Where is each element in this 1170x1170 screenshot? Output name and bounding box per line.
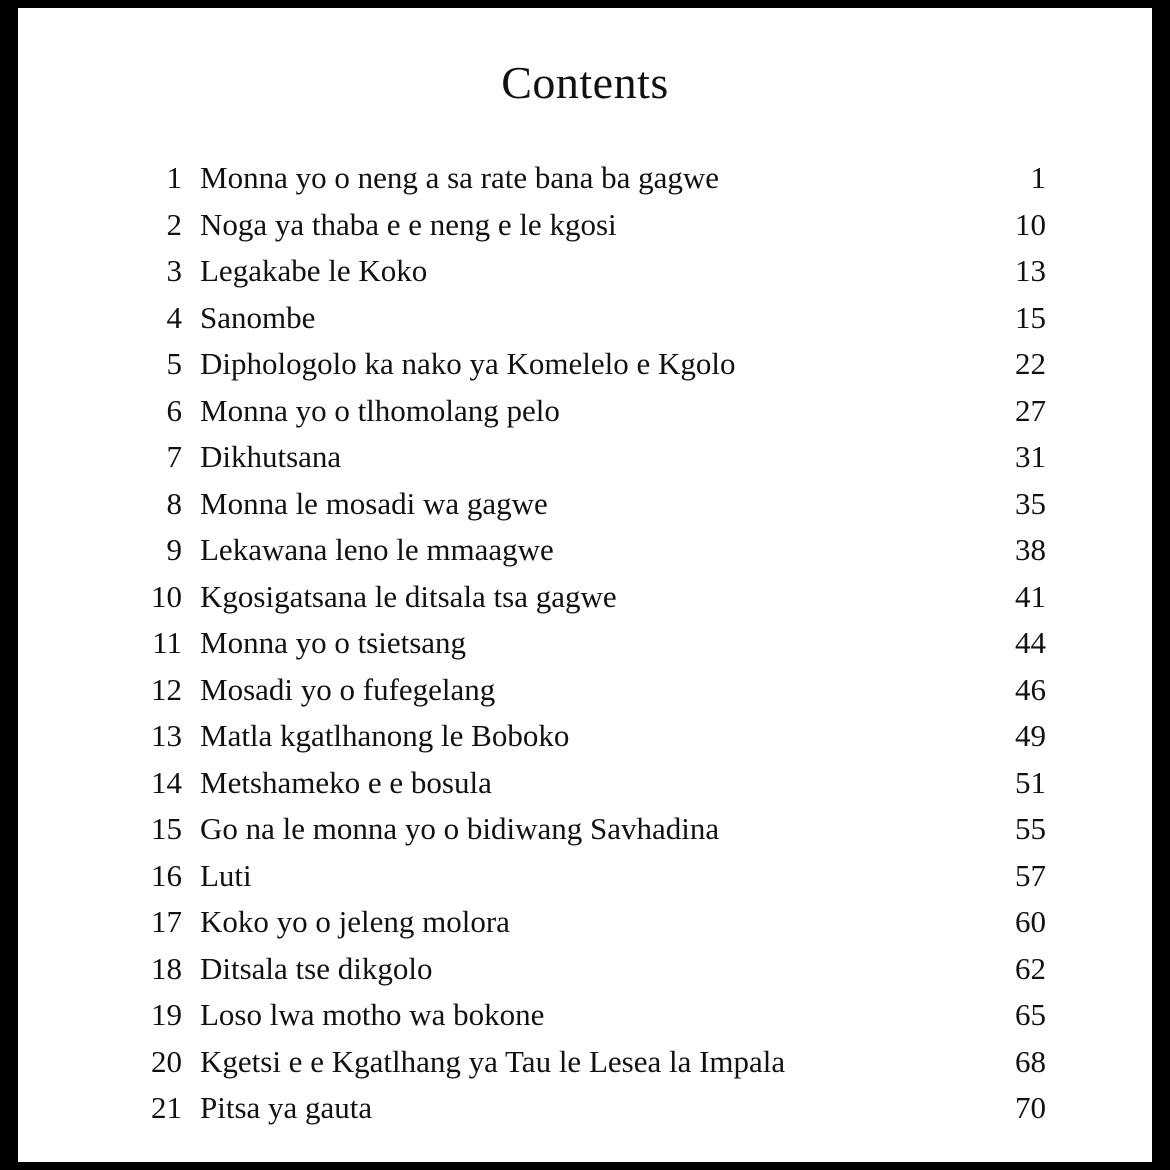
toc-entry-title: Legakabe le Koko (200, 253, 428, 288)
toc-entry[interactable] (126, 806, 1046, 853)
toc-entry-number: 20 (151, 1043, 182, 1079)
toc-entry[interactable] (126, 1039, 1046, 1086)
toc-entry-number: 5 (166, 346, 182, 381)
toc-entry-page: 13 (1015, 253, 1046, 288)
toc-entry-page: 38 (1015, 532, 1046, 567)
toc-entry[interactable] (126, 574, 1046, 621)
toc-entry-title: Go na le monna yo o bidiwang Savhadina (200, 811, 720, 846)
toc-entry-number: 11 (152, 625, 182, 660)
toc-entry[interactable] (126, 295, 1046, 342)
toc-entry[interactable] (126, 667, 1046, 714)
toc-entry-title: Dikhutsana (200, 439, 342, 474)
toc-entry-title: Monna yo o tlhomolang pelo (200, 392, 560, 428)
toc-entry[interactable] (126, 202, 1046, 249)
toc-entry[interactable] (126, 760, 1046, 807)
toc-entry-number: 19 (151, 997, 182, 1032)
toc-entry-page: 44 (1015, 625, 1046, 660)
toc-entry[interactable] (126, 992, 1046, 1039)
toc-entry-title: Lekawana leno le mmaagwe (200, 532, 554, 567)
toc-entry-title: Kgetsi e e Kgatlhang ya Tau le Lesea la Impala (200, 1043, 786, 1079)
toc-entry-number: 4 (166, 299, 182, 335)
toc-entry[interactable] (126, 899, 1046, 946)
toc-entry-title: Matla kgatlhanong le Boboko (200, 718, 570, 753)
toc-entry-title: Mosadi yo o fufegelang (200, 671, 496, 707)
toc-entry-number: 15 (151, 811, 182, 846)
toc-entry-title: Koko yo o jeleng molora (200, 904, 510, 939)
toc-entry-page: 41 (1015, 578, 1046, 614)
toc-entry-page: 46 (1015, 671, 1046, 707)
toc-entry-page: 31 (1015, 439, 1046, 474)
toc-entry[interactable] (126, 388, 1046, 435)
toc-entry-title: Ditsala tse dikgolo (200, 950, 433, 986)
toc-entry-title: Luti (200, 857, 252, 893)
toc-entry-number: 18 (151, 950, 182, 986)
toc-entry-page: 62 (1015, 950, 1046, 986)
toc-entry-title: Diphologolo ka nako ya Komelelo e Kgolo (200, 346, 736, 381)
toc-entry-number: 21 (151, 1090, 182, 1125)
toc-entry-page: 27 (1015, 392, 1046, 428)
toc-entry-number: 2 (166, 206, 182, 242)
toc-entry-title: Metshameko e e bosula (200, 764, 492, 800)
toc-entry[interactable] (126, 713, 1046, 760)
toc-entry[interactable] (126, 946, 1046, 993)
toc-entry-page: 51 (1015, 764, 1046, 800)
toc-entry-title: Sanombe (200, 299, 316, 335)
toc-entry-page: 49 (1015, 718, 1046, 753)
toc-entry-number: 12 (151, 671, 182, 707)
toc-entry-title: Monna yo o neng a sa rate bana ba gagwe (200, 160, 720, 195)
toc-entry-page: 57 (1015, 857, 1046, 893)
toc-entry-number: 3 (166, 253, 182, 288)
toc-entry-page: 35 (1015, 485, 1046, 521)
toc-entry-number: 6 (166, 392, 182, 428)
toc-entry[interactable] (126, 434, 1046, 481)
toc-entry-page: 70 (1015, 1090, 1046, 1125)
toc-entry-number: 17 (151, 904, 182, 939)
toc-entry-title: Kgosigatsana le ditsala tsa gagwe (200, 578, 617, 614)
toc-entry-page: 68 (1015, 1043, 1046, 1079)
toc-entry-page: 65 (1015, 997, 1046, 1032)
toc-entry-title: Monna le mosadi wa gagwe (200, 485, 548, 521)
toc-entry-number: 14 (151, 764, 182, 800)
toc-entry-number: 1 (166, 160, 182, 195)
toc-entry[interactable] (126, 481, 1046, 528)
toc-entry[interactable] (126, 155, 1046, 202)
toc-entry-title: Loso lwa motho wa bokone (200, 997, 545, 1032)
toc-entry-number: 8 (166, 485, 182, 521)
toc-entry-title: Pitsa ya gauta (200, 1090, 373, 1125)
toc-entry-page: 60 (1015, 904, 1046, 939)
page-title: Contents (501, 57, 669, 108)
toc-entry[interactable] (126, 1085, 1046, 1132)
toc-entry-page: 15 (1015, 299, 1046, 335)
toc-entry-number: 16 (151, 857, 182, 893)
toc-entry[interactable] (126, 853, 1046, 900)
toc-entry-number: 9 (166, 532, 182, 567)
document-page (18, 8, 1152, 1162)
toc-entry[interactable] (126, 620, 1046, 667)
toc-entry-title: Monna yo o tsietsang (200, 625, 467, 660)
toc-entry[interactable] (126, 341, 1046, 388)
toc-entry[interactable] (126, 248, 1046, 295)
toc-entry-page: 22 (1015, 346, 1046, 381)
toc-entry-title: Noga ya thaba e e neng e le kgosi (200, 206, 617, 242)
toc-entry-page: 10 (1015, 206, 1046, 242)
table-of-contents (126, 155, 1046, 1132)
toc-entry-page: 1 (1030, 160, 1046, 195)
toc-entry-number: 7 (166, 439, 182, 474)
toc-entry-page: 55 (1015, 811, 1046, 846)
toc-entry[interactable] (126, 527, 1046, 574)
toc-entry-number: 10 (151, 578, 182, 614)
toc-entry-number: 13 (151, 718, 182, 753)
